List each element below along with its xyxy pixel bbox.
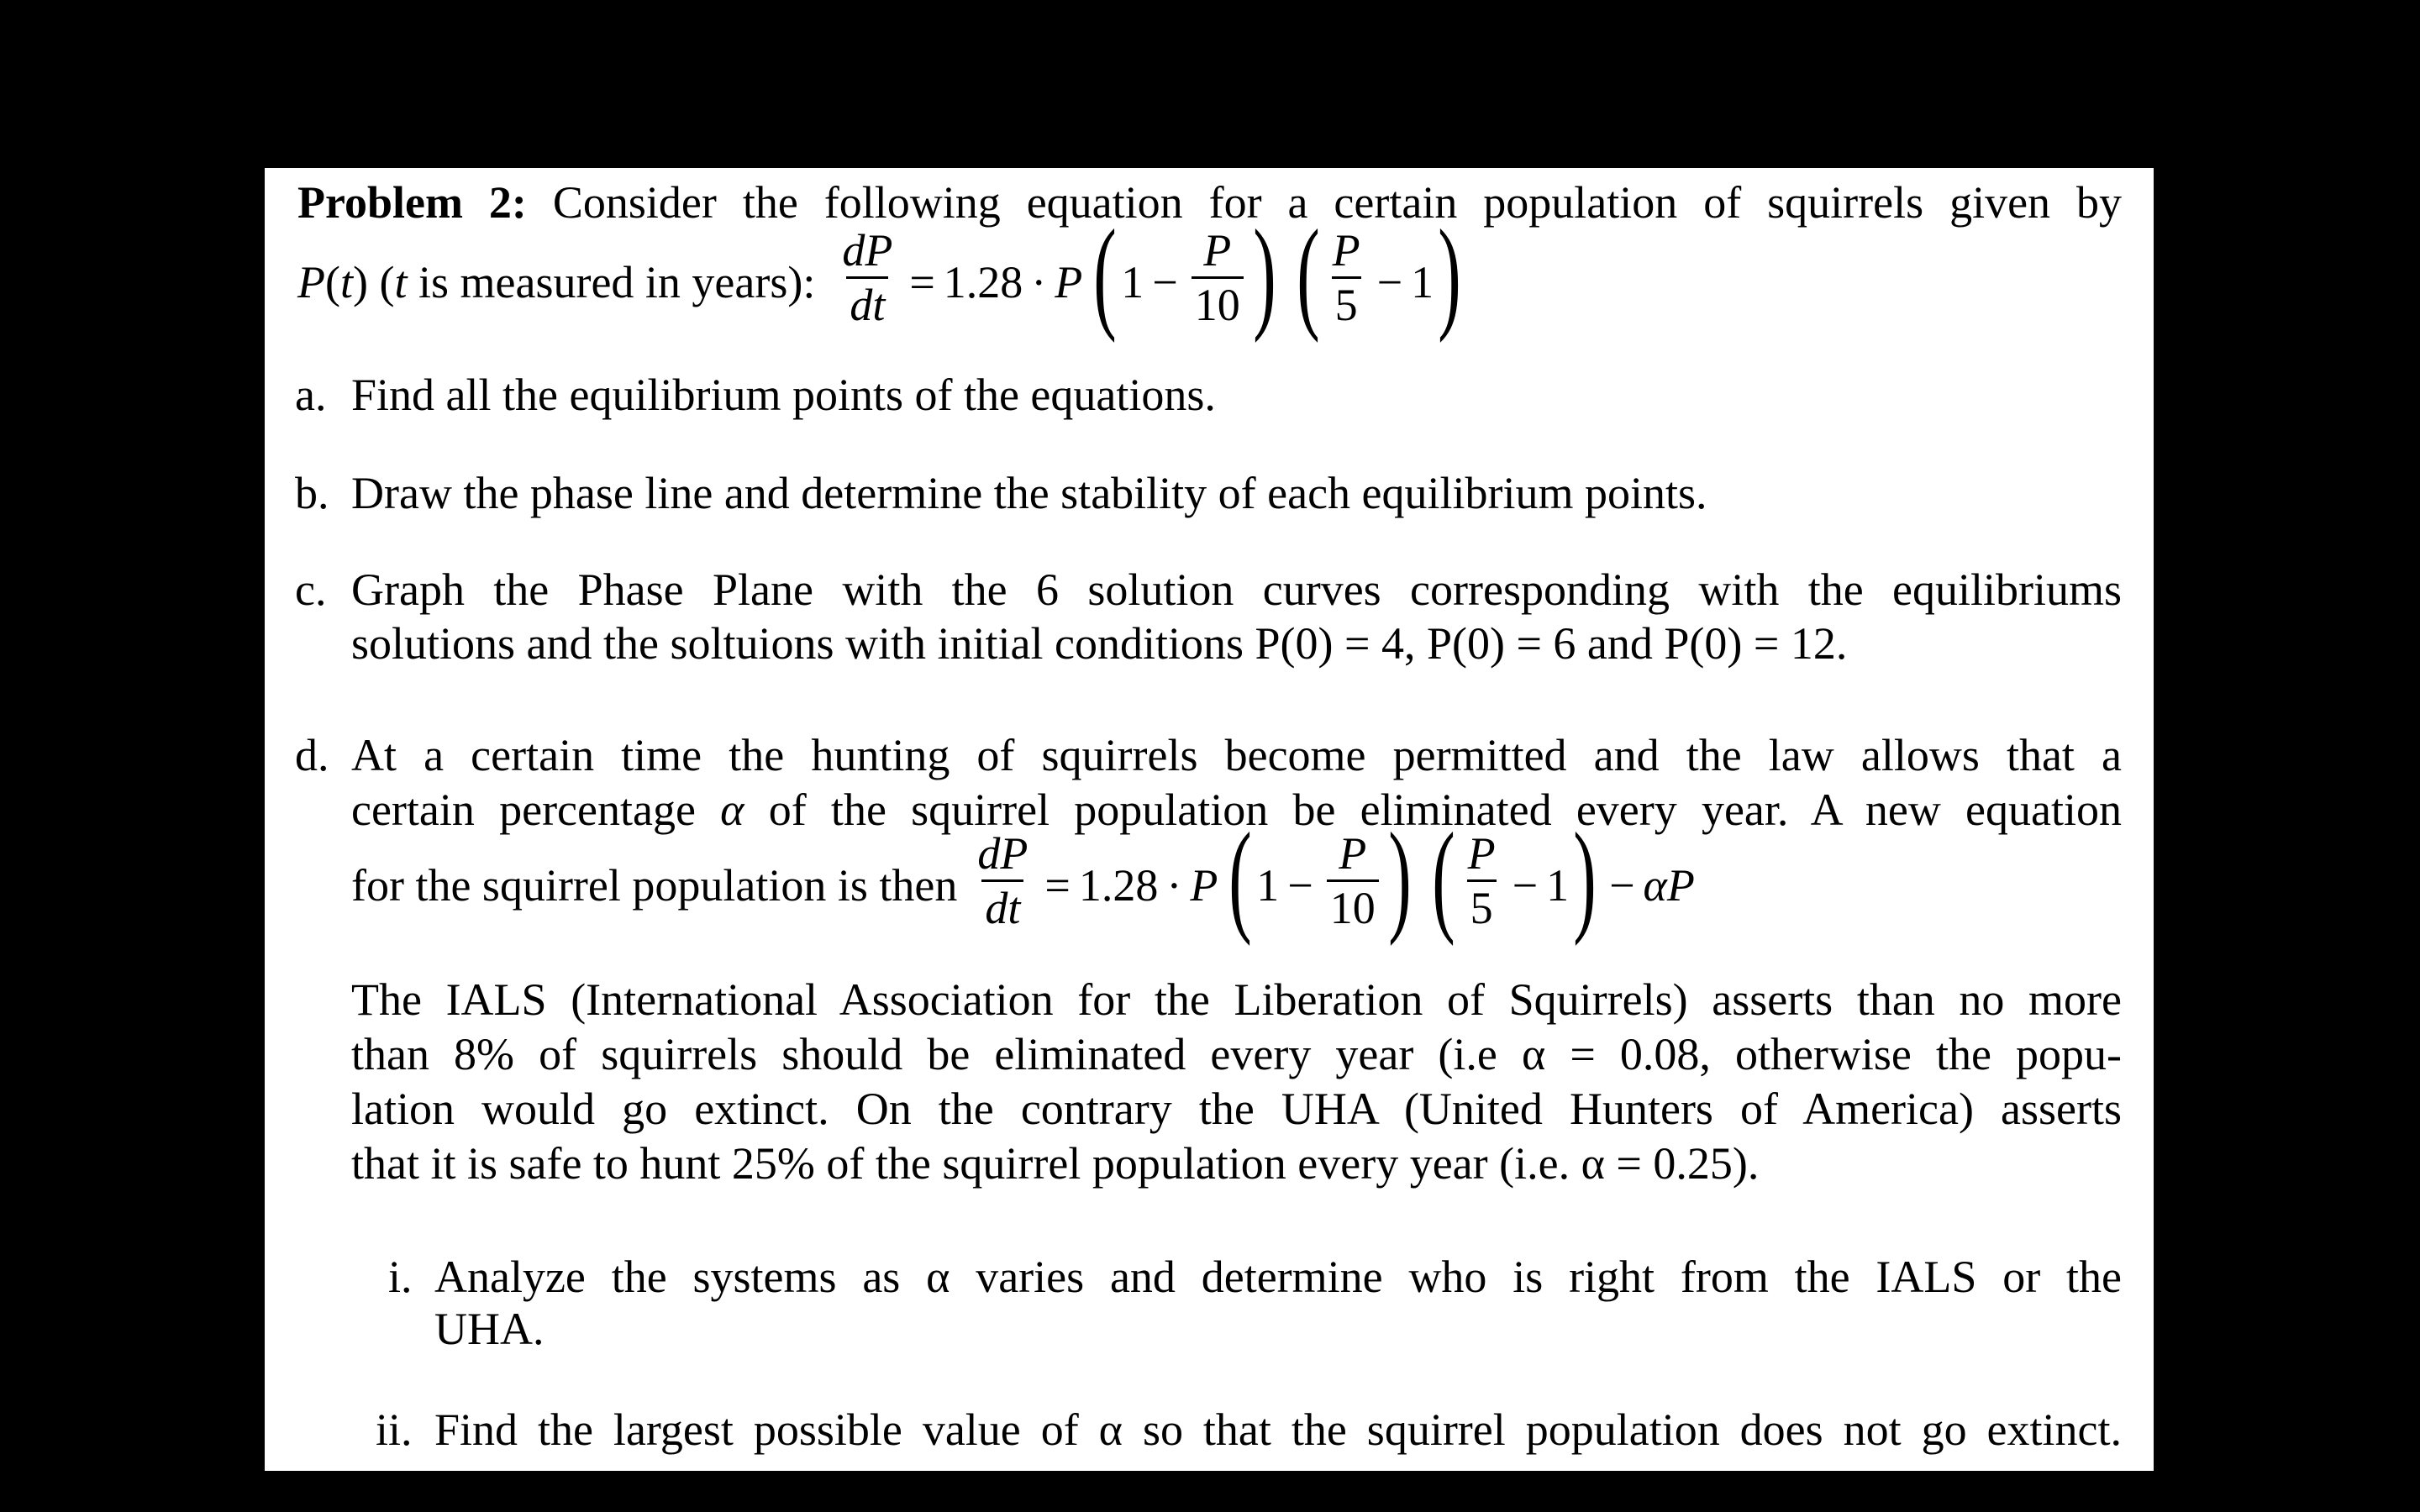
fraction-P-5: $\frac{P}{5}$ bbox=[1467, 827, 1496, 933]
item-c-label: c. bbox=[295, 564, 327, 615]
problem-intro-line2: P (t) ( t is measured in years): $\frac{dP}{dt}$ = 1.28 · P ( 1 − $\frac{P}{10}$ ) ( $\frac{P}{5}$ − 1 ) bbox=[297, 223, 1465, 341]
paren-open: ( bbox=[1093, 204, 1117, 344]
subitem-i-line2: UHA. bbox=[434, 1304, 544, 1354]
paren-close: ) bbox=[1438, 204, 1461, 344]
item-c-line2: solutions and the soltuions with initial conditions P(0) = 4, P(0) = 6 and P(0) = 12. bbox=[351, 618, 1848, 669]
item-b-label: b. bbox=[295, 468, 329, 518]
problem-intro-text: Consider the following equation for a certain population of squirrels given by bbox=[552, 177, 2123, 228]
paragraph-line-1: The IALS (International Association for the Liberation of Squirrels) asserts than no more bbox=[351, 974, 2122, 1025]
item-d-line1: At a certain time the hunting of squirrels become permitted and the law allows that a bbox=[351, 730, 2122, 780]
problem-heading: Problem 2: bbox=[297, 177, 527, 228]
paragraph-line-4: that it is safe to hunt 25% of the squirrel population every year (i.e. α = 0.25). bbox=[351, 1138, 1760, 1189]
paragraph-line-2: than 8% of squirrels should be eliminated every year (i.e α = 0.08, otherwise the popu- bbox=[351, 1029, 2122, 1079]
item-c-line1: Graph the Phase Plane with the 6 solution curves corresponding with the equilibriums bbox=[351, 564, 2122, 615]
item-a-label: a. bbox=[295, 370, 327, 420]
paren-open: ( bbox=[1431, 807, 1455, 947]
alpha-P-term: αP bbox=[1643, 860, 1695, 911]
equation-main: $\frac{dP}{dt}$ = 1.28 · P ( 1 − $\frac{P}{10}$ ) ( $\frac{P}{5}$ − 1 ) bbox=[834, 232, 1465, 333]
subitem-ii-label: ii. bbox=[376, 1404, 413, 1455]
item-d-label: d. bbox=[295, 730, 329, 780]
item-a-text: Find all the equilibrium points of the equations. bbox=[351, 370, 1216, 420]
item-d-line3 bbox=[351, 807, 1695, 947]
paren-open: ( bbox=[1296, 204, 1320, 344]
problem-intro-line1 bbox=[297, 177, 2123, 228]
var-P: P bbox=[297, 257, 325, 307]
subitem-i-line1: Analyze the systems as α varies and determine who is right from the IALS or the bbox=[434, 1252, 2122, 1302]
paren-close: ) bbox=[1252, 204, 1276, 344]
subitem-i-label: i. bbox=[388, 1252, 413, 1302]
fraction-P-10: $\frac{P}{10}$ bbox=[1192, 228, 1244, 328]
subitem-ii-text: Find the largest possible value of α so that the squirrel population does not go extinct. bbox=[434, 1404, 2122, 1455]
item-b-text: Draw the phase line and determine the stability of each equilibrium points. bbox=[351, 468, 1707, 518]
fraction-dP-dt: $\frac{dP}{dt}$ bbox=[977, 827, 1028, 933]
equation-harvest: $\frac{dP}{dt}$ = 1.28 · P ( 1 − $\frac{P}{10}$ ) ( $\frac{P}{5}$ − 1 ) − αP bbox=[969, 835, 1695, 936]
paren-close: ) bbox=[1387, 807, 1412, 947]
item-d-line3-prefix: for the squirrel population is then bbox=[351, 860, 958, 911]
t-paren: (t) bbox=[325, 257, 368, 307]
item-d-line2: certain percentage α of the squirrel population be eliminated every year. A new equation bbox=[351, 785, 2122, 835]
fraction-dP-dt: $\frac{dP}{dt}$ bbox=[842, 224, 893, 330]
paragraph-line-3: lation would go extinct. On the contrary the UHA (United Hunters of America) asserts bbox=[351, 1084, 2122, 1134]
fraction-P-5: $\frac{P}{5}$ bbox=[1332, 224, 1360, 330]
fraction-P-10: $\frac{P}{10}$ bbox=[1327, 831, 1379, 931]
paren-close: ) bbox=[1573, 807, 1597, 947]
paren-open: ( bbox=[1228, 807, 1253, 947]
intro-line2-text: is measured in years): bbox=[418, 257, 816, 307]
alpha-symbol: α bbox=[720, 785, 744, 835]
